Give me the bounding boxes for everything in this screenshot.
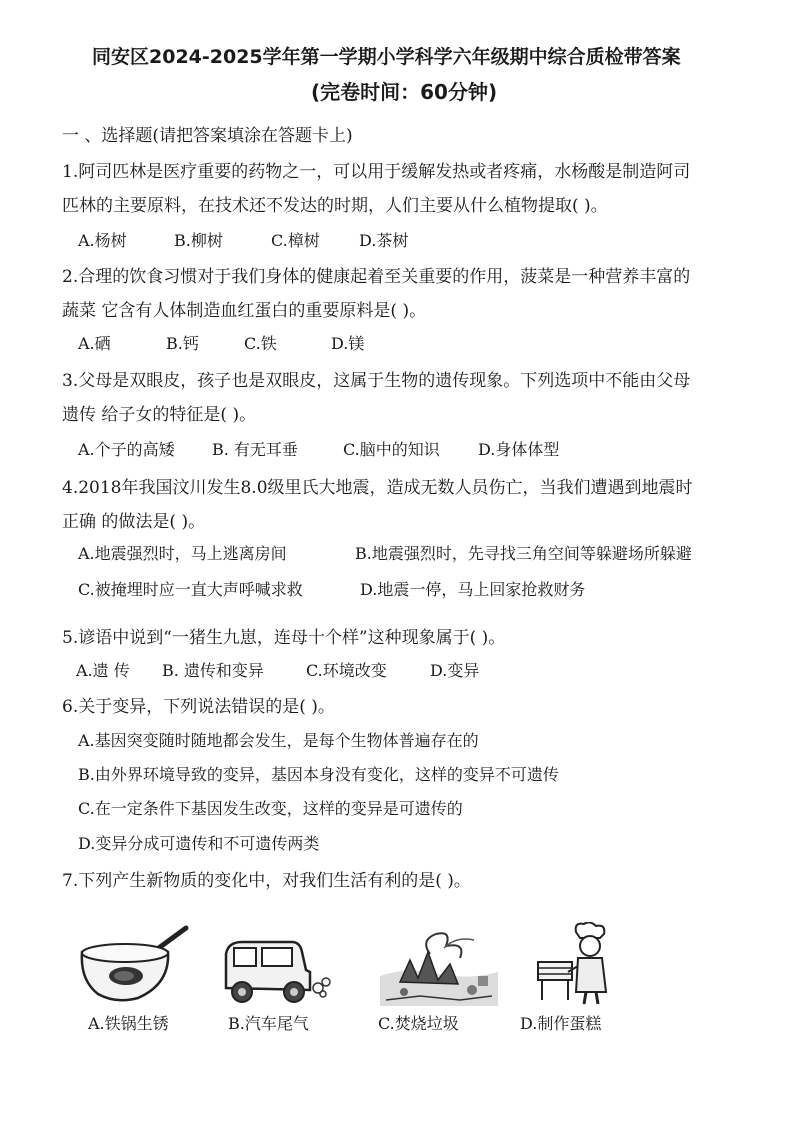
question-4-line-2: 正确 的做法是( )。 [62, 512, 206, 532]
question-1-option-a[interactable]: A.杨树 [78, 231, 127, 250]
question-3-option-d[interactable]: D.身体体型 [478, 440, 560, 459]
option-b-caption[interactable]: B.汽车尾气 [228, 1014, 309, 1033]
question-5-option-b[interactable]: B. 遗传和变异 [162, 661, 264, 680]
question-1-line-2: 匹林的主要原料，在技术还不发达的时期，人们主要从什么植物提取( )。 [62, 196, 608, 216]
question-2-option-d[interactable]: D.镁 [331, 334, 365, 353]
question-2-option-a[interactable]: A.硒 [78, 334, 111, 353]
wok-rust-icon [78, 922, 193, 1004]
question-4-option-a[interactable]: A.地震强烈时，马上逃离房间 [78, 544, 287, 563]
question-6-option-d[interactable]: D.变异分成可遗传和不可遗传两类 [78, 834, 320, 853]
question-3-option-b[interactable]: B. 有无耳垂 [212, 440, 298, 459]
question-4-option-d[interactable]: D.地震一停，马上回家抢救财务 [360, 580, 586, 599]
question-2-option-c[interactable]: C.铁 [244, 334, 277, 353]
question-4-option-b[interactable]: B.地震强烈时，先寻找三角空间等躲避场所躲避 [355, 544, 692, 563]
question-4-option-c[interactable]: C.被掩埋时应一直大声呼喊求救 [78, 580, 303, 599]
question-2-line-2: 蔬菜 它含有人体制造血红蛋白的重要原料是( )。 [62, 301, 427, 321]
question-3-option-a[interactable]: A.个子的高矮 [78, 440, 175, 459]
question-4-line-1: 4.2018年我国汶川发生8.0级里氏大地震，造成无数人员伤亡，当我们遭遇到地震时 [62, 478, 693, 498]
baking-cake-icon [528, 922, 618, 1006]
burning-trash-icon [380, 930, 498, 1006]
page-subtitle: (完卷时间：60分钟) [311, 80, 498, 104]
question-1-line-1: 1.阿司匹林是医疗重要的药物之一，可以用于缓解发热或者疼痛，水杨酸是制造阿司 [62, 162, 691, 182]
option-d-caption[interactable]: D.制作蛋糕 [520, 1014, 602, 1033]
car-exhaust-icon [222, 938, 334, 1006]
question-2-option-b[interactable]: B.钙 [166, 334, 199, 353]
question-3-line-2: 遗传 给子女的特征是( )。 [62, 405, 257, 425]
question-2-line-1: 2.合理的饮食习惯对于我们身体的健康起着至关重要的作用，菠菜是一种营养丰富的 [62, 267, 691, 287]
option-c-caption[interactable]: C.焚烧垃圾 [378, 1014, 459, 1033]
question-6-option-b[interactable]: B.由外界环境导致的变异，基因本身没有变化，这样的变异不可遗传 [78, 765, 559, 784]
question-1-option-c[interactable]: C.樟树 [271, 231, 320, 250]
option-a-caption[interactable]: A.铁锅生锈 [88, 1014, 169, 1033]
question-3-option-c[interactable]: C.脑中的知识 [343, 440, 440, 459]
question-6-option-c[interactable]: C.在一定条件下基因发生改变，这样的变异是可遗传的 [78, 799, 463, 818]
section-heading: 一 、选择题(请把答案填涂在答题卡上) [62, 126, 353, 146]
question-1-option-d[interactable]: D.茶树 [359, 231, 409, 250]
question-6-option-a[interactable]: A.基因突变随时随地都会发生，是每个生物体普遍存在的 [78, 731, 479, 750]
question-3-line-1: 3.父母是双眼皮，孩子也是双眼皮，这属于生物的遗传现象。下列选项中不能由父母 [62, 371, 691, 391]
question-5-option-a[interactable]: A.遗 传 [76, 661, 130, 680]
question-6-line-1: 6.关于变异，下列说法错误的是( )。 [62, 697, 335, 717]
question-5-line-1: 5.谚语中说到“一猪生九崽，连母十个样”这种现象属于( )。 [62, 628, 506, 648]
question-5-option-c[interactable]: C.环境改变 [306, 661, 387, 680]
question-5-option-d[interactable]: D.变异 [430, 661, 480, 680]
question-7-line-1: 7.下列产生新物质的变化中，对我们生活有利的是( )。 [62, 871, 471, 891]
page-title: 同安区2024-2025学年第一学期小学科学六年级期中综合质检带答案 [92, 46, 681, 68]
question-1-option-b[interactable]: B.柳树 [174, 231, 223, 250]
